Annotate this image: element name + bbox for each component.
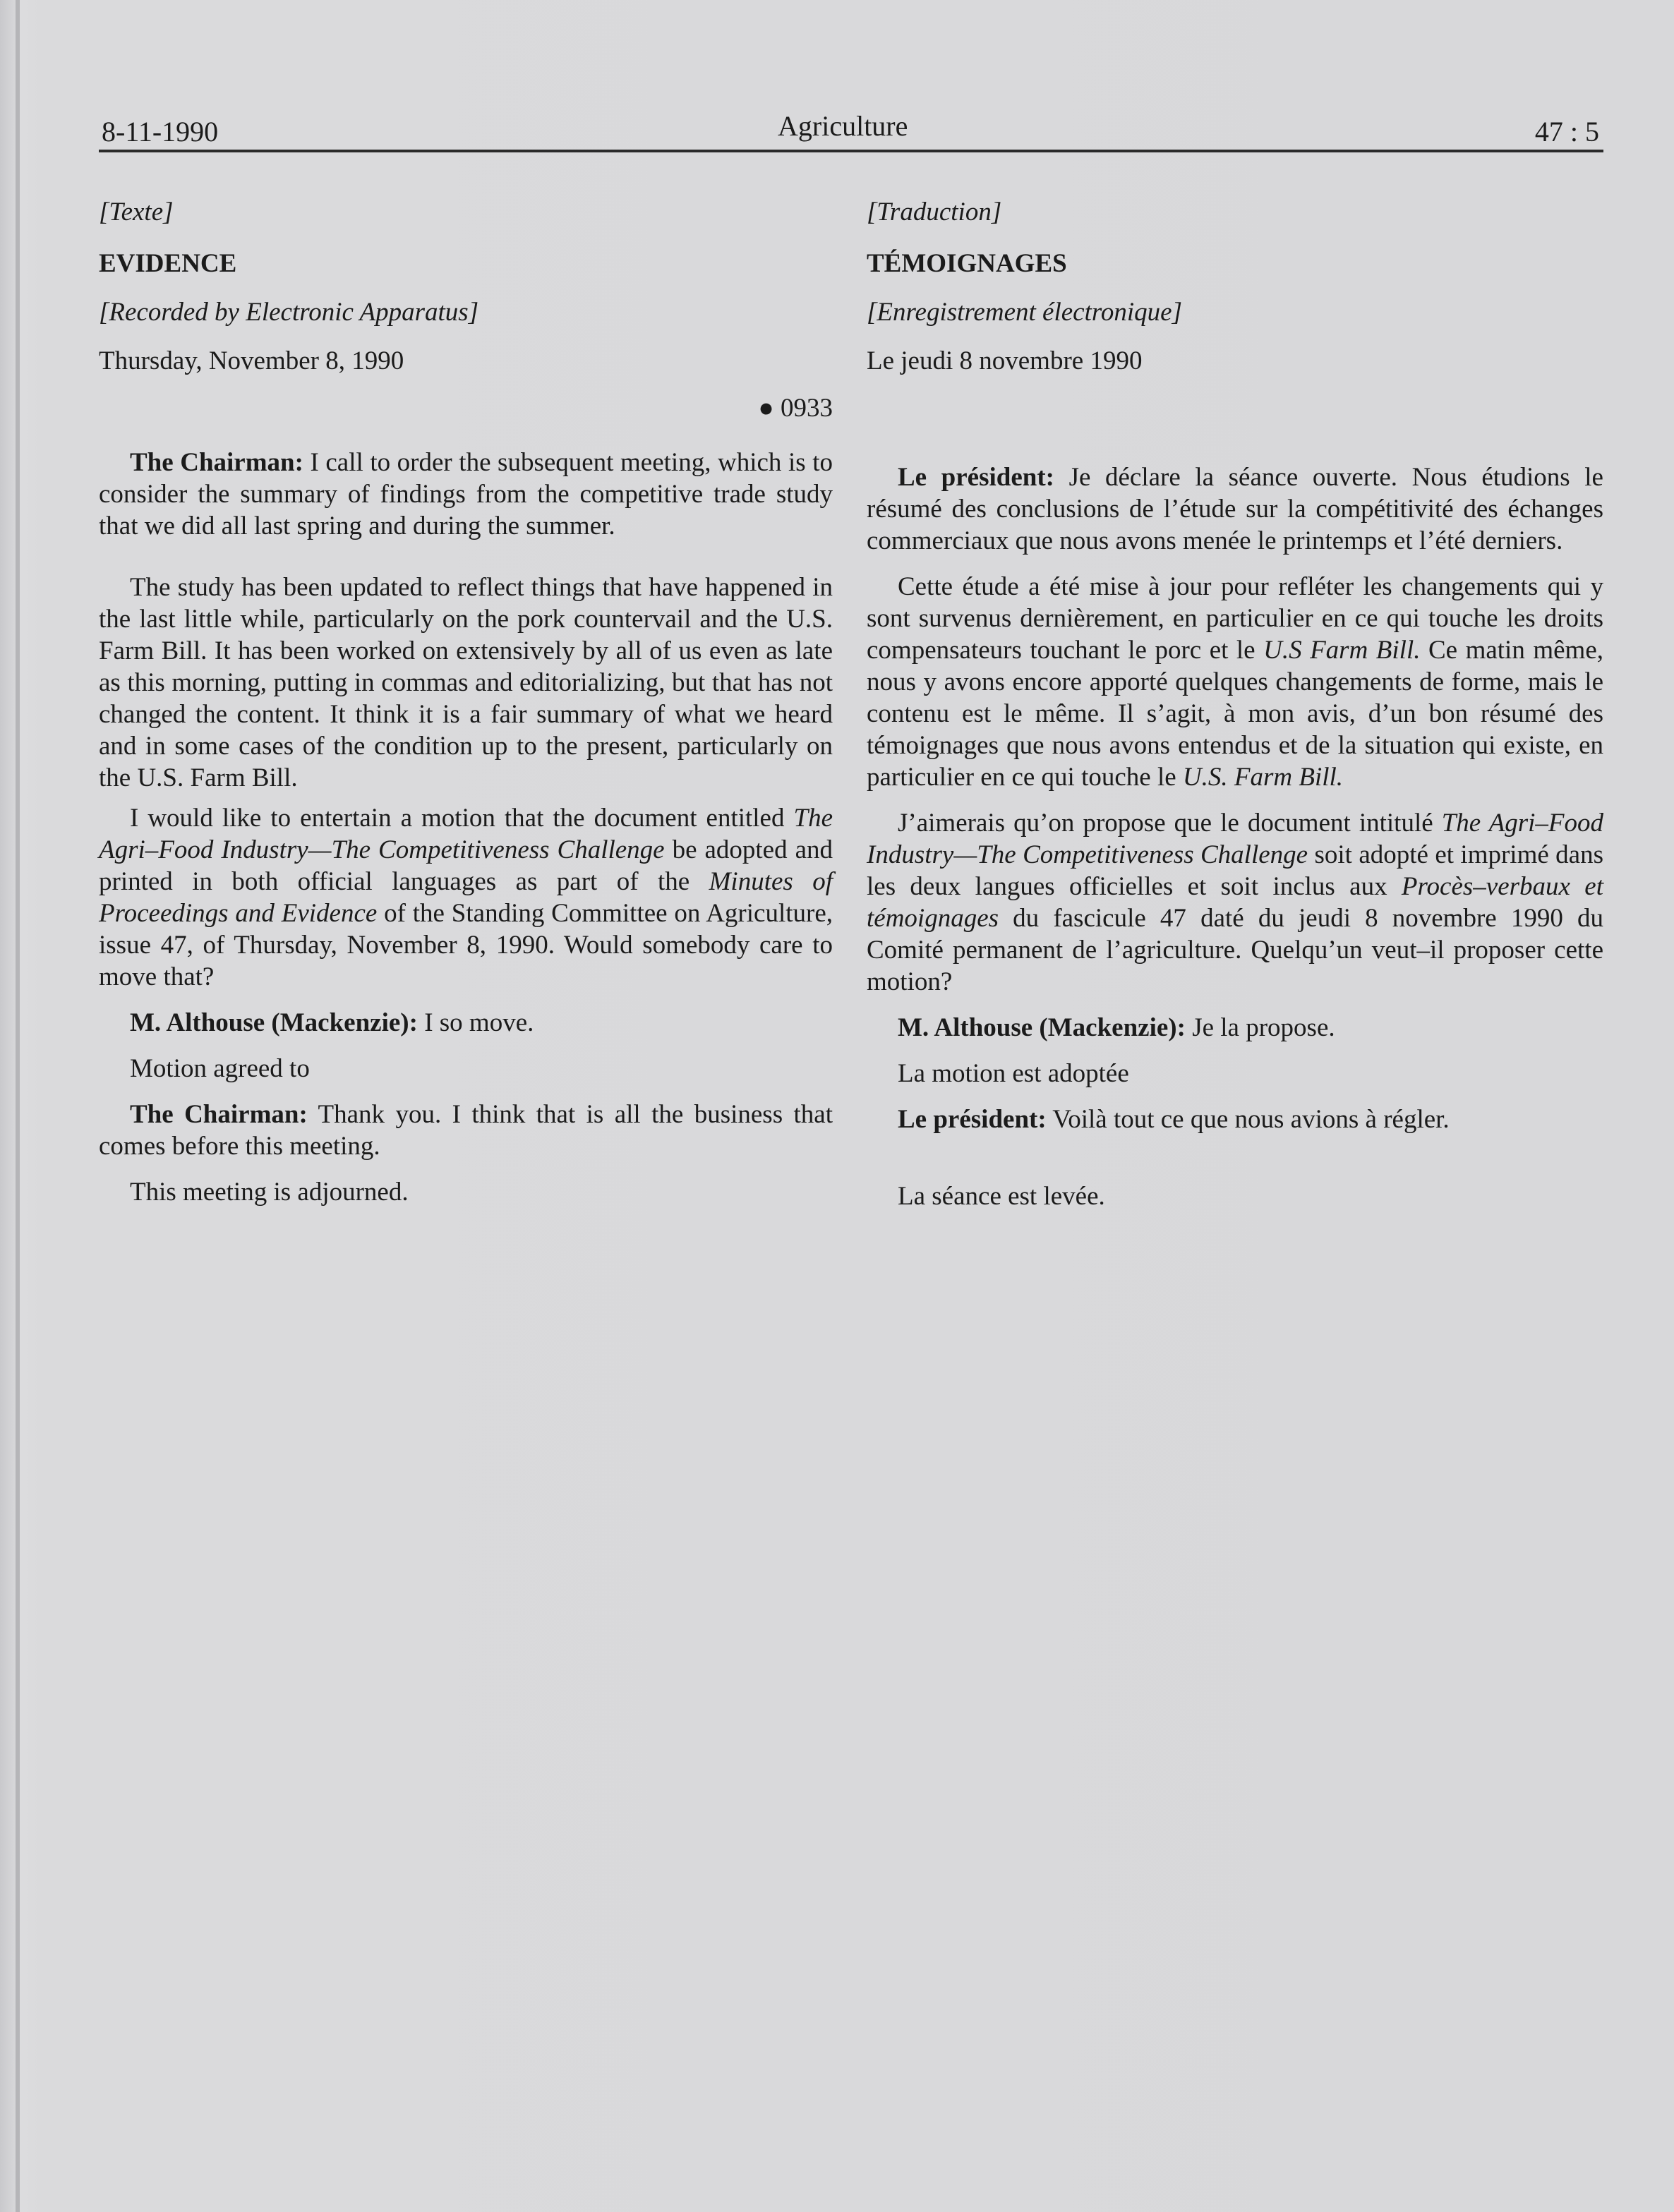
bill-title: U.S Farm Bill.: [1263, 636, 1421, 665]
paragraph-motion-agreed: La motion est adoptée: [898, 1059, 1129, 1088]
recording-note: [Recorded by Electronic Apparatus]: [99, 298, 479, 327]
paragraph-text: of the Standing Committee on Agriculture, issue 47, of Thursday, November 8, 1990. Would somebody care to move that?: [99, 899, 833, 991]
paragraph-adjourned: This meeting is adjourned.: [130, 1178, 409, 1207]
paragraph-president-closing: [867, 1104, 1603, 1135]
english-column: [99, 196, 833, 1208]
paragraph-president-opening: [867, 461, 1603, 557]
meeting-date: Thursday, November 8, 1990: [99, 346, 404, 375]
paragraph-text: I call to order the subsequent meeting, which is to consider the summary of findings from the competitive trade study that we did all last spring and during the summer.: [99, 448, 833, 540]
paragraph-text: Thank you. I think that is all the business that comes before this meeting.: [99, 1100, 833, 1161]
paragraph-chairman-thanks: [99, 1099, 833, 1162]
paragraph-text: Cette étude a été mise à jour pour refléter les changements qui y sont survenus dernièrement, en particulier en ce qui touche les droits compensateurs touchant le porc et le: [867, 572, 1603, 665]
binding-edge: [16, 0, 20, 2212]
timestamp: ● 0933: [758, 394, 833, 423]
minutes-title: Procès–verbaux et témoignages: [867, 872, 1603, 933]
paragraph-text: Je la propose.: [1185, 1013, 1335, 1042]
paragraph-text: be adopted and printed in both official languages as part of the: [99, 835, 833, 896]
paragraph-althouse: [99, 1007, 833, 1039]
paragraph-study-update: [867, 571, 1603, 793]
bill-title: U.S. Farm Bill.: [1182, 763, 1344, 792]
paragraph-text: soit adopté et imprimé dans les deux langues officielles et soit inclus aux: [867, 840, 1603, 901]
paragraph-study-update: The study has been updated to reflect things that have happened in the last little while, particularly on the pork countervail and the U.S. Farm Bill. It has been worked on extensively by all of us even as late as this morning, putting in commas and editorializing, but that has not changed the content. It think it is a fair summary of what we heard and in some cases of the condition up to the present, particularly on the U.S. Farm Bill.: [99, 573, 833, 792]
french-column: [867, 196, 1603, 1212]
language-tag: [Texte]: [99, 198, 174, 226]
paragraph-text: Ce matin même, nous y avons encore apporté quelques changements de forme, mais le contenu est le même. Il s’agit, à mon avis, d’un bon résumé des témoignages que nous avons entendus et de la situation qui existe, en particulier en ce qui touche le: [867, 636, 1603, 792]
header-date: 8-11-1990: [102, 116, 219, 147]
document-title: The Agri–Food Industry—The Competitiveness Challenge: [99, 804, 833, 864]
header-rule: [99, 150, 1603, 152]
section-heading: EVIDENCE: [99, 249, 237, 278]
speaker-label: Le président:: [898, 463, 1055, 492]
recording-note: [Enregistrement électronique]: [867, 298, 1182, 327]
paragraph-text: I would like to entertain a motion that the document entitled: [130, 804, 794, 833]
language-tag: [Traduction]: [867, 198, 1002, 226]
document-title: The Agri–Food Industry—The Competitiveness Challenge: [867, 809, 1603, 869]
speaker-label: M. Althouse (Mackenzie):: [898, 1013, 1186, 1042]
paragraph-text: J’aimerais qu’on propose que le document intitulé: [898, 809, 1442, 838]
speaker-label: Le président:: [898, 1105, 1047, 1134]
paragraph-text: Je déclare la séance ouverte. Nous étudions le résumé des conclusions de l’étude sur la compétitivité des échanges commerciaux que nous avons menée le printemps et l’été derniers.: [867, 463, 1603, 555]
paragraph-althouse: [867, 1012, 1603, 1044]
meeting-date: Le jeudi 8 novembre 1990: [867, 346, 1143, 375]
section-heading: TÉMOIGNAGES: [867, 249, 1067, 278]
running-header: [99, 111, 1602, 151]
paragraph-motion-request: [99, 802, 833, 993]
paragraph-text: I so move.: [417, 1008, 534, 1037]
speaker-label: The Chairman:: [130, 1100, 308, 1129]
paragraph-motion-agreed: Motion agreed to: [130, 1054, 310, 1083]
header-section: Agriculture: [778, 110, 908, 142]
paragraph-text: Voilà tout ce que nous avions à régler.: [1046, 1105, 1450, 1134]
header-page-number: 47 : 5: [1534, 116, 1599, 147]
paragraph-motion-request: [867, 807, 1603, 998]
paragraph-adjourned: La séance est levée.: [898, 1182, 1105, 1211]
speaker-label: The Chairman:: [130, 448, 303, 477]
speaker-label: M. Althouse (Mackenzie):: [130, 1008, 418, 1037]
paragraph-chairman-opening: [99, 447, 833, 542]
minutes-title: Minutes of Proceedings and Evidence: [99, 867, 833, 928]
paragraph-text: du fascicule 47 daté du jeudi 8 novembre 1990 du Comité permanent de l’agriculture. Quelqu’un veut–il proposer cette motion?: [867, 904, 1603, 996]
